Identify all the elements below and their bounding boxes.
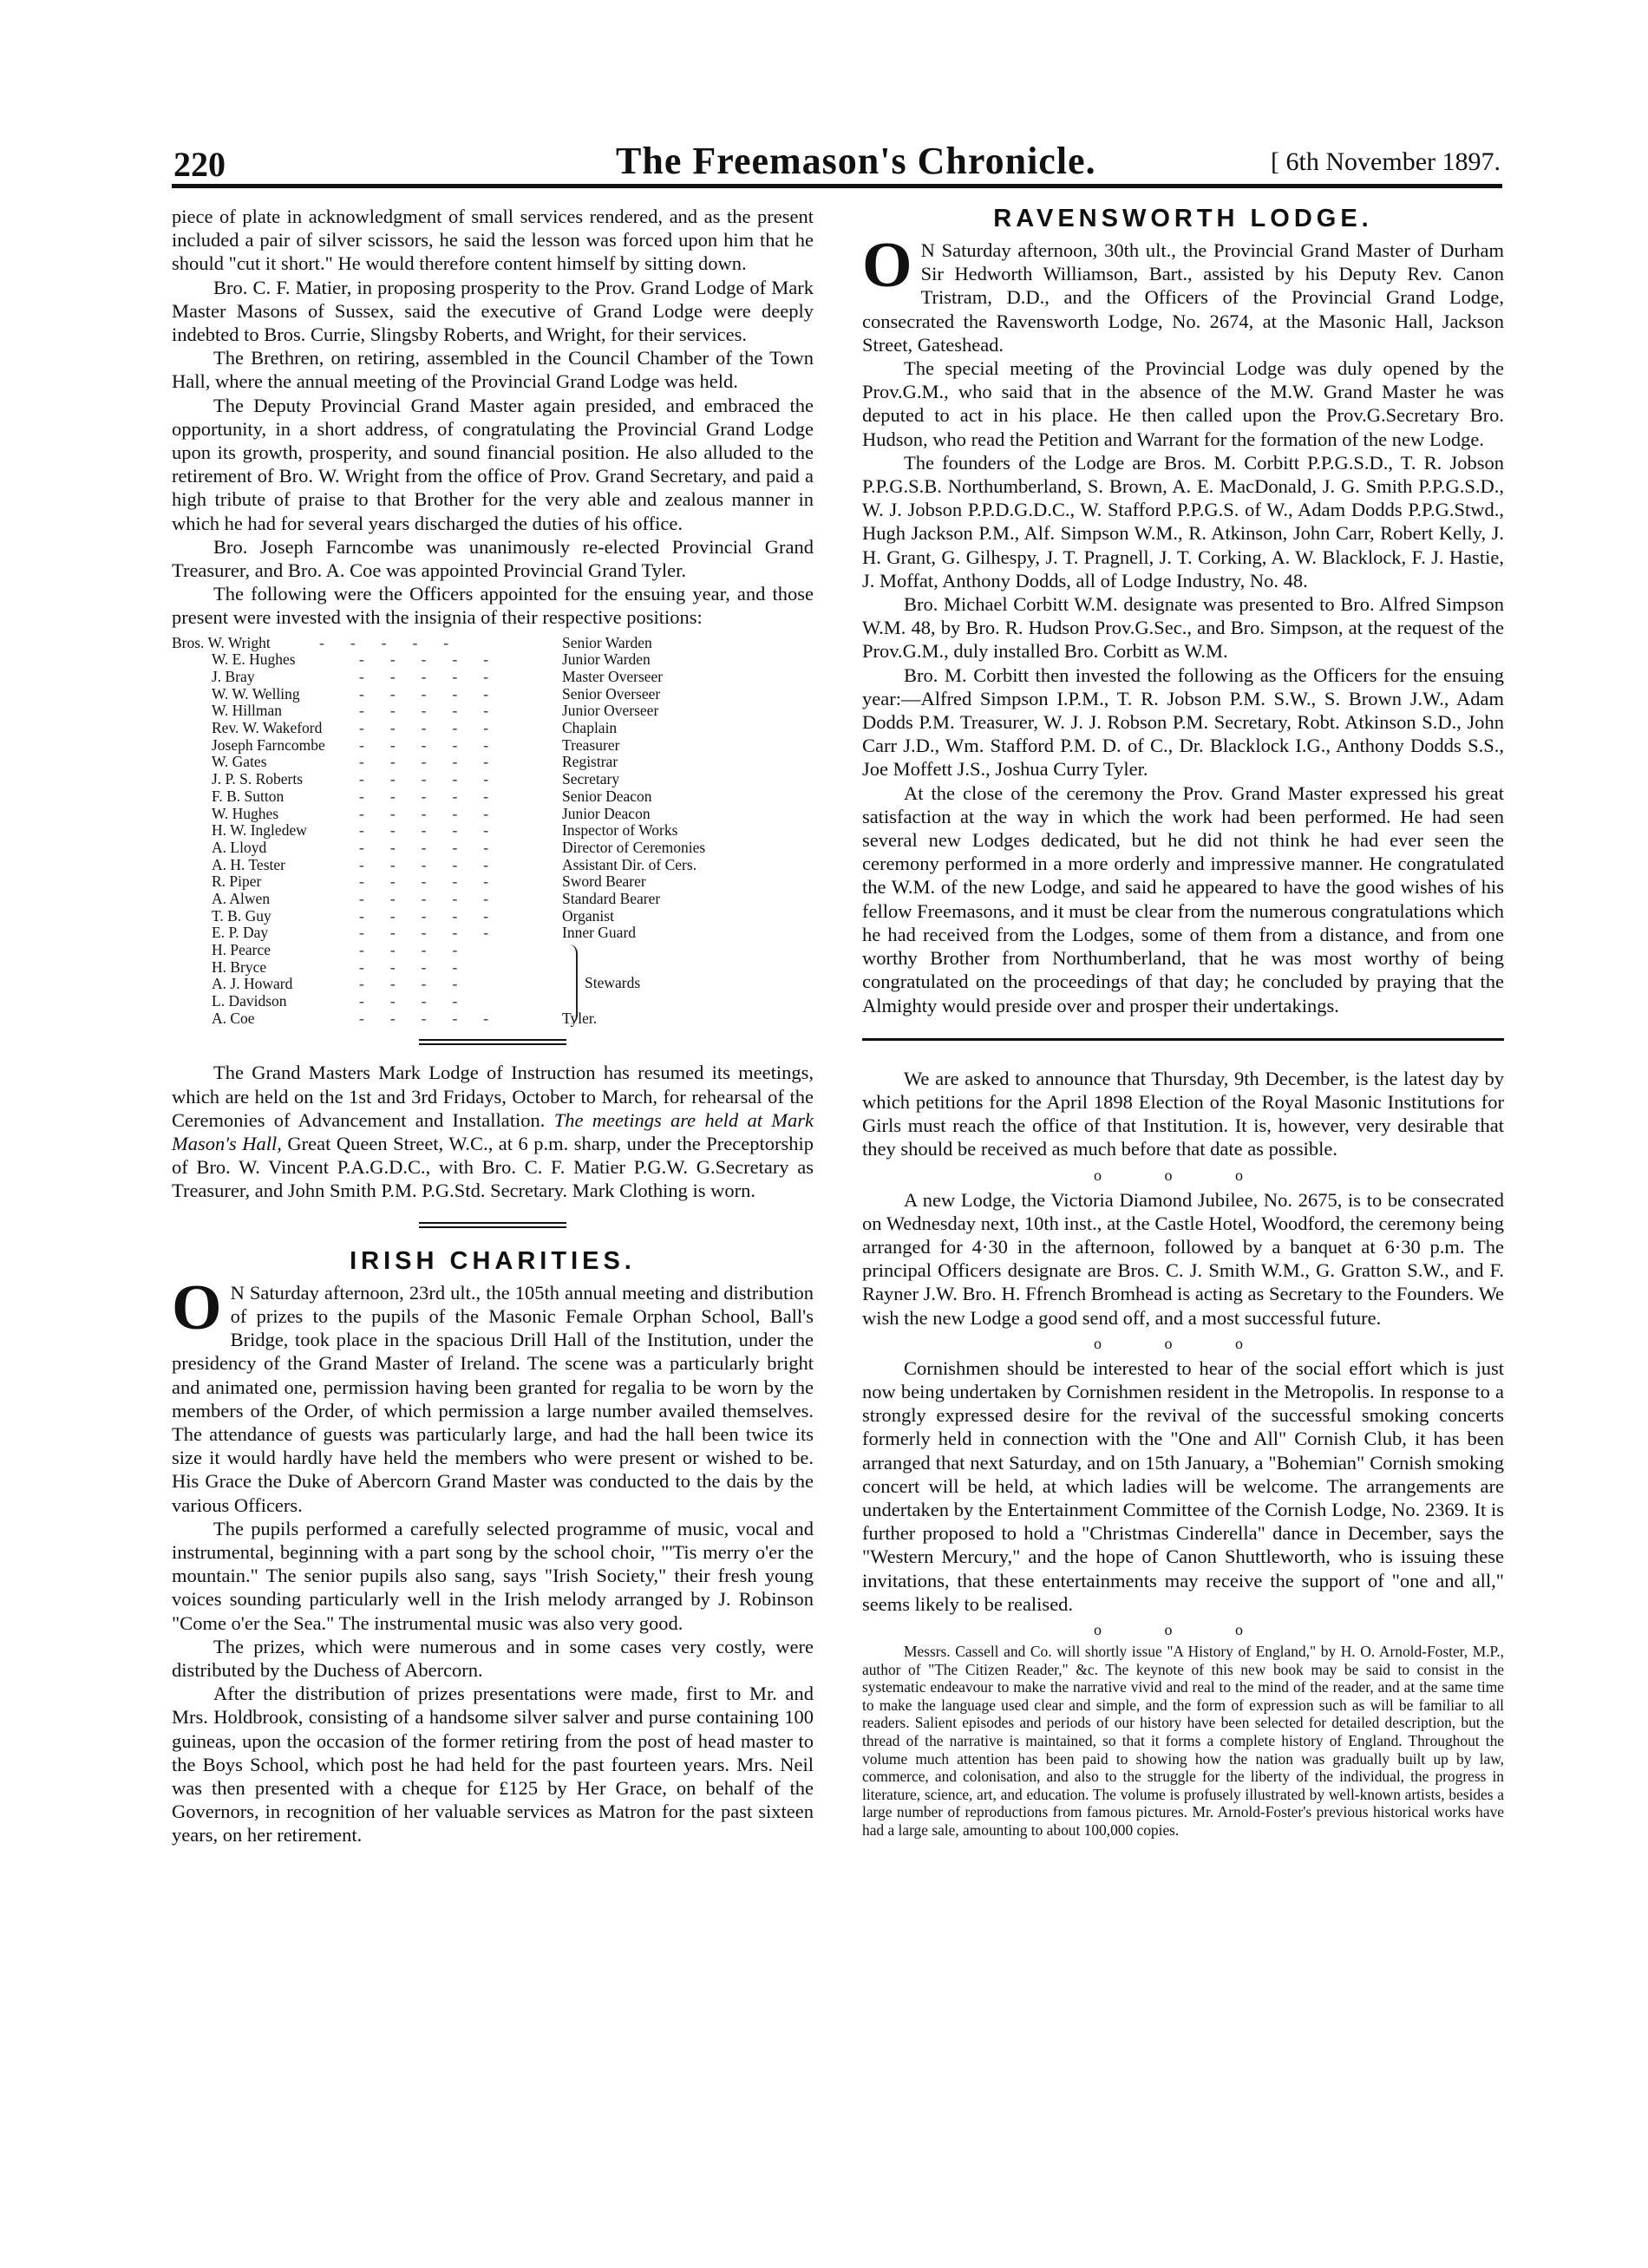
officer-row: H. Pearce ---- [212,941,484,959]
officer-row: T. B. Guy ----- Organist [212,906,614,925]
paragraph: The pupils performed a carefully selected programme of music, vocal and instrumental, beginning with a part song by the school choir, "'Tis merry o'er the mountain." The senior pupils also sang, says "Irish Society," their fresh young voices sounding particularly well in the Irish melody arranged by J. Robinson "Come o'er the Sea." The instrumental music was also very good. [172,1517,814,1634]
separator: o o o [1094,1334,1272,1352]
officer-row: H. Bryce ---- [212,958,484,976]
officer-row: A. Lloyd ----- Director of Ceremonies [212,838,706,856]
paragraph: Bro. Michael Corbitt W.M. designate was presented to Bro. Alfred Simpson W.M. 48, by Bro. R. Hudson Prov.G.Sec., and Bro. Simpson, at the request of the Prov.G.M., duly installed Bro. Corbitt as W.M. [862,593,1504,663]
column-rule [862,1038,1504,1041]
officer-row: H. W. Ingledew ----- Inspector of Works [212,821,678,840]
officer-row: R. Piper ----- Sword Bearer [212,873,646,891]
officer-row: F. B. Sutton ----- Senior Deacon [212,787,652,805]
paragraph: Bro. M. Corbitt then invested the following as the Officers for the ensuing year:—Alfred Simpson I.P.M., T. R. Jobson P.M. S.W., S. Brown J.W., Adam Dodds P.M. Treasurer, W. J. J. Robson P.M. Secretary, Robt. Atkinson S.D., John Carr J.D., Wm. Stafford P.M. D. of C., Dr. Blacklock I.G., Anthony Dodds S.S., Joe Moffett J.S., Joshua Curry Tyler. [862,663,1504,781]
paragraph: After the distribution of prizes presentations were made, first to Mr. and Mrs. Holdbrook, consisting of a handsome silver salver and purse containing 100 guineas, upon the occasion of the former retiring from the post of head master to the Boys School, which post he had held for the past fourteen years. Mrs. Neil was then presented with a cheque for £125 by Her Grace, on behalf of the Governors, in recognition of her valuable services as Matron for the past sixteen years, on her retirement. [172,1683,814,1846]
page-number: 220 [173,145,226,184]
paragraph: The following were the Officers appointed for the ensuing year, and those present were invested with the insignia of their respective positions: [172,583,814,629]
section-rule [419,1222,566,1228]
irish-charities-heading: IRISH CHARITIES. [350,1246,636,1275]
officer-row: Joseph Farncombe ----- Treasurer [212,735,620,754]
page-header [173,137,1501,182]
officer-row: W. E. Hughes ----- Junior Warden [212,650,651,669]
officer-row: A. Alwen ----- Standard Bearer [212,889,661,907]
paragraph: The founders of the Lodge are Bros. M. Corbitt P.P.G.S.D., T. R. Jobson P.P.G.S.B. Northumberland, S. Brown, A. E. MacDonald, J. G. Smith P.P.G.S.D., W. J. Jobson P.P.D.G.D.C., W. Stafford P.P.G.S. of W., Adam Dodds P.P.G.Stwd., Hugh Jackson P.M., Alf. Simpson W.M., R. Atkinson, John Carr, Robert Kelly, J. H. Grant, G. Gilhespy, J. T. Pragnell, J. T. Corking, A. W. Blacklock, F. J. Hastie, J. Moffat, Anthony Dodds, all of Lodge Industry, No. 48. [862,451,1504,592]
paragraph: At the close of the ceremony the Prov. Grand Master expressed his great satisfaction at the way in which the work had been performed. He had seen several new Lodges dedicated, but he did not think he had ever seen the ceremony performed in a more orderly and impressive manner. He congratulated the W.M. of the new Lodge, and said he appeared to have the good wishes of his fellow Freemasons, and it must be clear from the numerous congratulations which he had received from the Lodges, some of them from a distance, and from one worthy Brother from Northumberland, that he was most worthy of being congratulated on the proceedings of that day; he concluded by praying that the Almighty would preside over and prosper their undertakings. [862,781,1504,1016]
separator: o o o [1094,1620,1272,1638]
officer-row: E. P. Day ----- Inner Guard [212,924,637,942]
officer-row: Rev. W. Wakeford ----- Chaplain [212,719,618,737]
publication-title: The Freemason's Chronicle. [616,140,1096,182]
officer-row: L. Davidson ---- [212,992,484,1010]
stewards-label: Stewards [585,973,641,991]
paragraph: O N Saturday afternoon, 23rd ult., the 105th annual meeting and distribution of prizes to the pupils of the Masonic Female Orphan School, Ball's Bridge, took place in the spacious Drill Hall of the Institution, under the presidency of the Grand Master of Ireland. The scene was a particularly bright and animated one, permission having been granted for regalia to be worn by the members of the Order, of which permission a large number availed themselves. The attendance of guests was particularly large, and had the hall been twice its size it would hardly have held the members who were present or wished to be. His Grace the Duke of Abercorn Grand Master was conducted to the dais by the various Officers. [172,1271,814,1516]
paragraph: The prizes, which were numerous and in some cases very costly, were distributed by the Duchess of Abercorn. [172,1635,814,1681]
officer-row: W. W. Welling ----- Senior Overseer [212,684,661,703]
paragraph: Cornishmen should be interested to hear of the social effort which is just now being undertaken by Cornishmen resident in the Metropolis. In response to a strongly expressed desire for the revival of the successful smoking concerts formerly held in connection with the "One and All" Cornish Club, it has been arranged that next Saturday, and on 15th January, a "Bohemian" Cornish smoking concert will be held, at which ladies will be welcome. The arrangements are undertaken by the Entertainment Committee of the Cornish Lodge, No. 2369. It is further proposed to hold a "Christmas Cinderella" dance in December, says the "Western Mercury," and the hope of Canon Shuttleworth, who is issuing these invitations, that these entertainments may receive the support of "one and all," seems likely to be realised. [862,1356,1504,1615]
paragraph: O N Saturday afternoon, 30th ult., the Provincial Grand Master of Durham Sir Hedworth Williamson, Bart., assisted by his Deputy Rev. Canon Tristram, D.D., and the Officers of the Provincial Grand Lodge, consecrated the Ravensworth Lodge, No. 2674, at the Masonic Hall, Jackson Street, Gateshead. [862,230,1504,356]
section-rule [419,1039,566,1045]
officer-row: Bros. W. Wright ----- Senior Warden [172,633,652,651]
paragraph: Messrs. Cassell and Co. will shortly issue "A History of England," by H. O. Arnold-Foster, M.P., author of "The Citizen Reader," &c. The keynote of this new book may be said to consist in the systematic endeavour to make the narrative vivid and real to the mind of the reader, and at the same time to make the language used clear and simple, and the form of expression such as will be familiar to all readers. Salient episodes and periods of our history have been selected for detailed description, but the thread of the narrative is maintained, so that it forms a complete history of England. Throughout the volume much attention has been paid to showing how the nation was gradually built up by law, commerce, and colonisation, and also to the struggle for the liberty of the individual, the progress in literature, science, art, and education. The volume is profusely illustrated by well-known artists, besides a large number of reproductions from famous pictures. Mr. Arnold-Foster's previous historical works have had a large sale, amounting to about 100,000 copies. [862,1642,1504,1839]
paragraph: The special meeting of the Provincial Lodge was duly opened by the Prov.G.M., who said that in the absence of the M.W. Grand Master he was deputed to act in his place. He then called upon the Prov.G.Secretary Bro. Hudson, who read the Petition and Warrant for the formation of the new Lodge. [862,357,1504,450]
ravensworth-lodge-heading: RAVENSWORTH LODGE. [993,205,1373,232]
paragraph: The Grand Masters Mark Lodge of Instruction has resumed its meetings, which are held on the 1st and 3rd Fridays, October to March, for rehearsal of the Ceremonies of Advancement and Installation. The meetings are held at Mark Mason's Hall, Great Queen Street, W.C., at 6 p.m. sharp, under the Preceptorship of Bro. W. Vincent P.A.G.D.C., with Bro. C. F. Matier P.G.W. G.Secretary as Treasurer, and John Smith P.M. P.G.Std. Secretary. Mark Clothing is worn. [172,1062,814,1202]
drop-cap: O [862,230,912,301]
left-column [172,205,814,1847]
officer-row: W. Hughes ----- Junior Deacon [212,804,651,822]
separator: o o o [1094,1166,1272,1184]
paragraph: We are asked to announce that Thursday, 9th December, is the latest day by which petitions for the April 1898 Election of the Royal Masonic Institutions for Girls must reach the office of that Institution. It is, however, very desirable that they should be received as much before that date as possible. [862,1067,1504,1160]
officer-row: W. Hillman ----- Junior Overseer [212,702,659,720]
paragraph: The Deputy Provincial Grand Master again presided, and embraced the opportunity, in a short address, of congratulating the Provincial Grand Lodge upon its growth, prosperity, and sound financial position. He also alluded to the retirement of Bro. W. Wright from the office of Prov. Grand Secretary, and paid a high tribute of praise to that Brother for the very able and zealous manner in which he had for several years discharged the duties of his office. [172,394,814,534]
officer-row: A. J. Howard ---- [212,975,484,993]
paragraph: Bro. C. F. Matier, in proposing prosperity to the Prov. Grand Lodge of Mark Master Masons of Sussex, said the executive of Grand Lodge were deeply indebted to Bros. Currie, Slingsby Roberts, and Wright, for their services. [172,276,814,346]
officer-row: J. P. S. Roberts ----- Secretary [212,770,620,788]
paragraph: A new Lodge, the Victoria Diamond Jubilee, No. 2675, is to be consecrated on Wednesday next, 10th inst., at the Castle Hotel, Woodford, the ceremony being arranged for 4·30 in the afternoon, followed by a banquet at 6·30 p.m. The principal Officers designate are Bros. C. J. Smith W.M., G. Gratton S.W., and F. Rayner J.W. Bro. H. Ffrench Bromhead is acting as Secretary to the Founders. We wish the new Lodge a good send off, and a most successful future. [862,1188,1504,1329]
paragraph: Bro. Joseph Farncombe was unanimously re-elected Provincial Grand Treasurer, and Bro. A. Coe was appointed Provincial Grand Tyler. [172,535,814,582]
drop-cap: O [172,1271,222,1343]
paragraph: The Brethren, on retiring, assembled in the Council Chamber of the Town Hall, where the annual meeting of the Provincial Grand Lodge was held. [172,347,814,393]
paragraph: piece of plate in acknowledgment of small services rendered, and as the present included a pair of silver scissors, he said the lesson was forced upon him that he should "cut it short." He would therefore content himself by sitting down. [172,206,814,275]
officer-row: A. Coe ----- Tyler. [212,1009,598,1027]
issue-date: [ 6th November 1897. [1271,147,1501,176]
stewards-brace [564,944,578,1024]
right-column [862,205,1504,1840]
officer-row: A. H. Tester ----- Assistant Dir. of Cers. [212,855,697,873]
officer-row: W. Gates ----- Registrar [212,753,618,771]
officers-list [172,635,779,1028]
officer-row: J. Bray ----- Master Overseer [212,668,664,686]
header-rule [172,184,1502,188]
